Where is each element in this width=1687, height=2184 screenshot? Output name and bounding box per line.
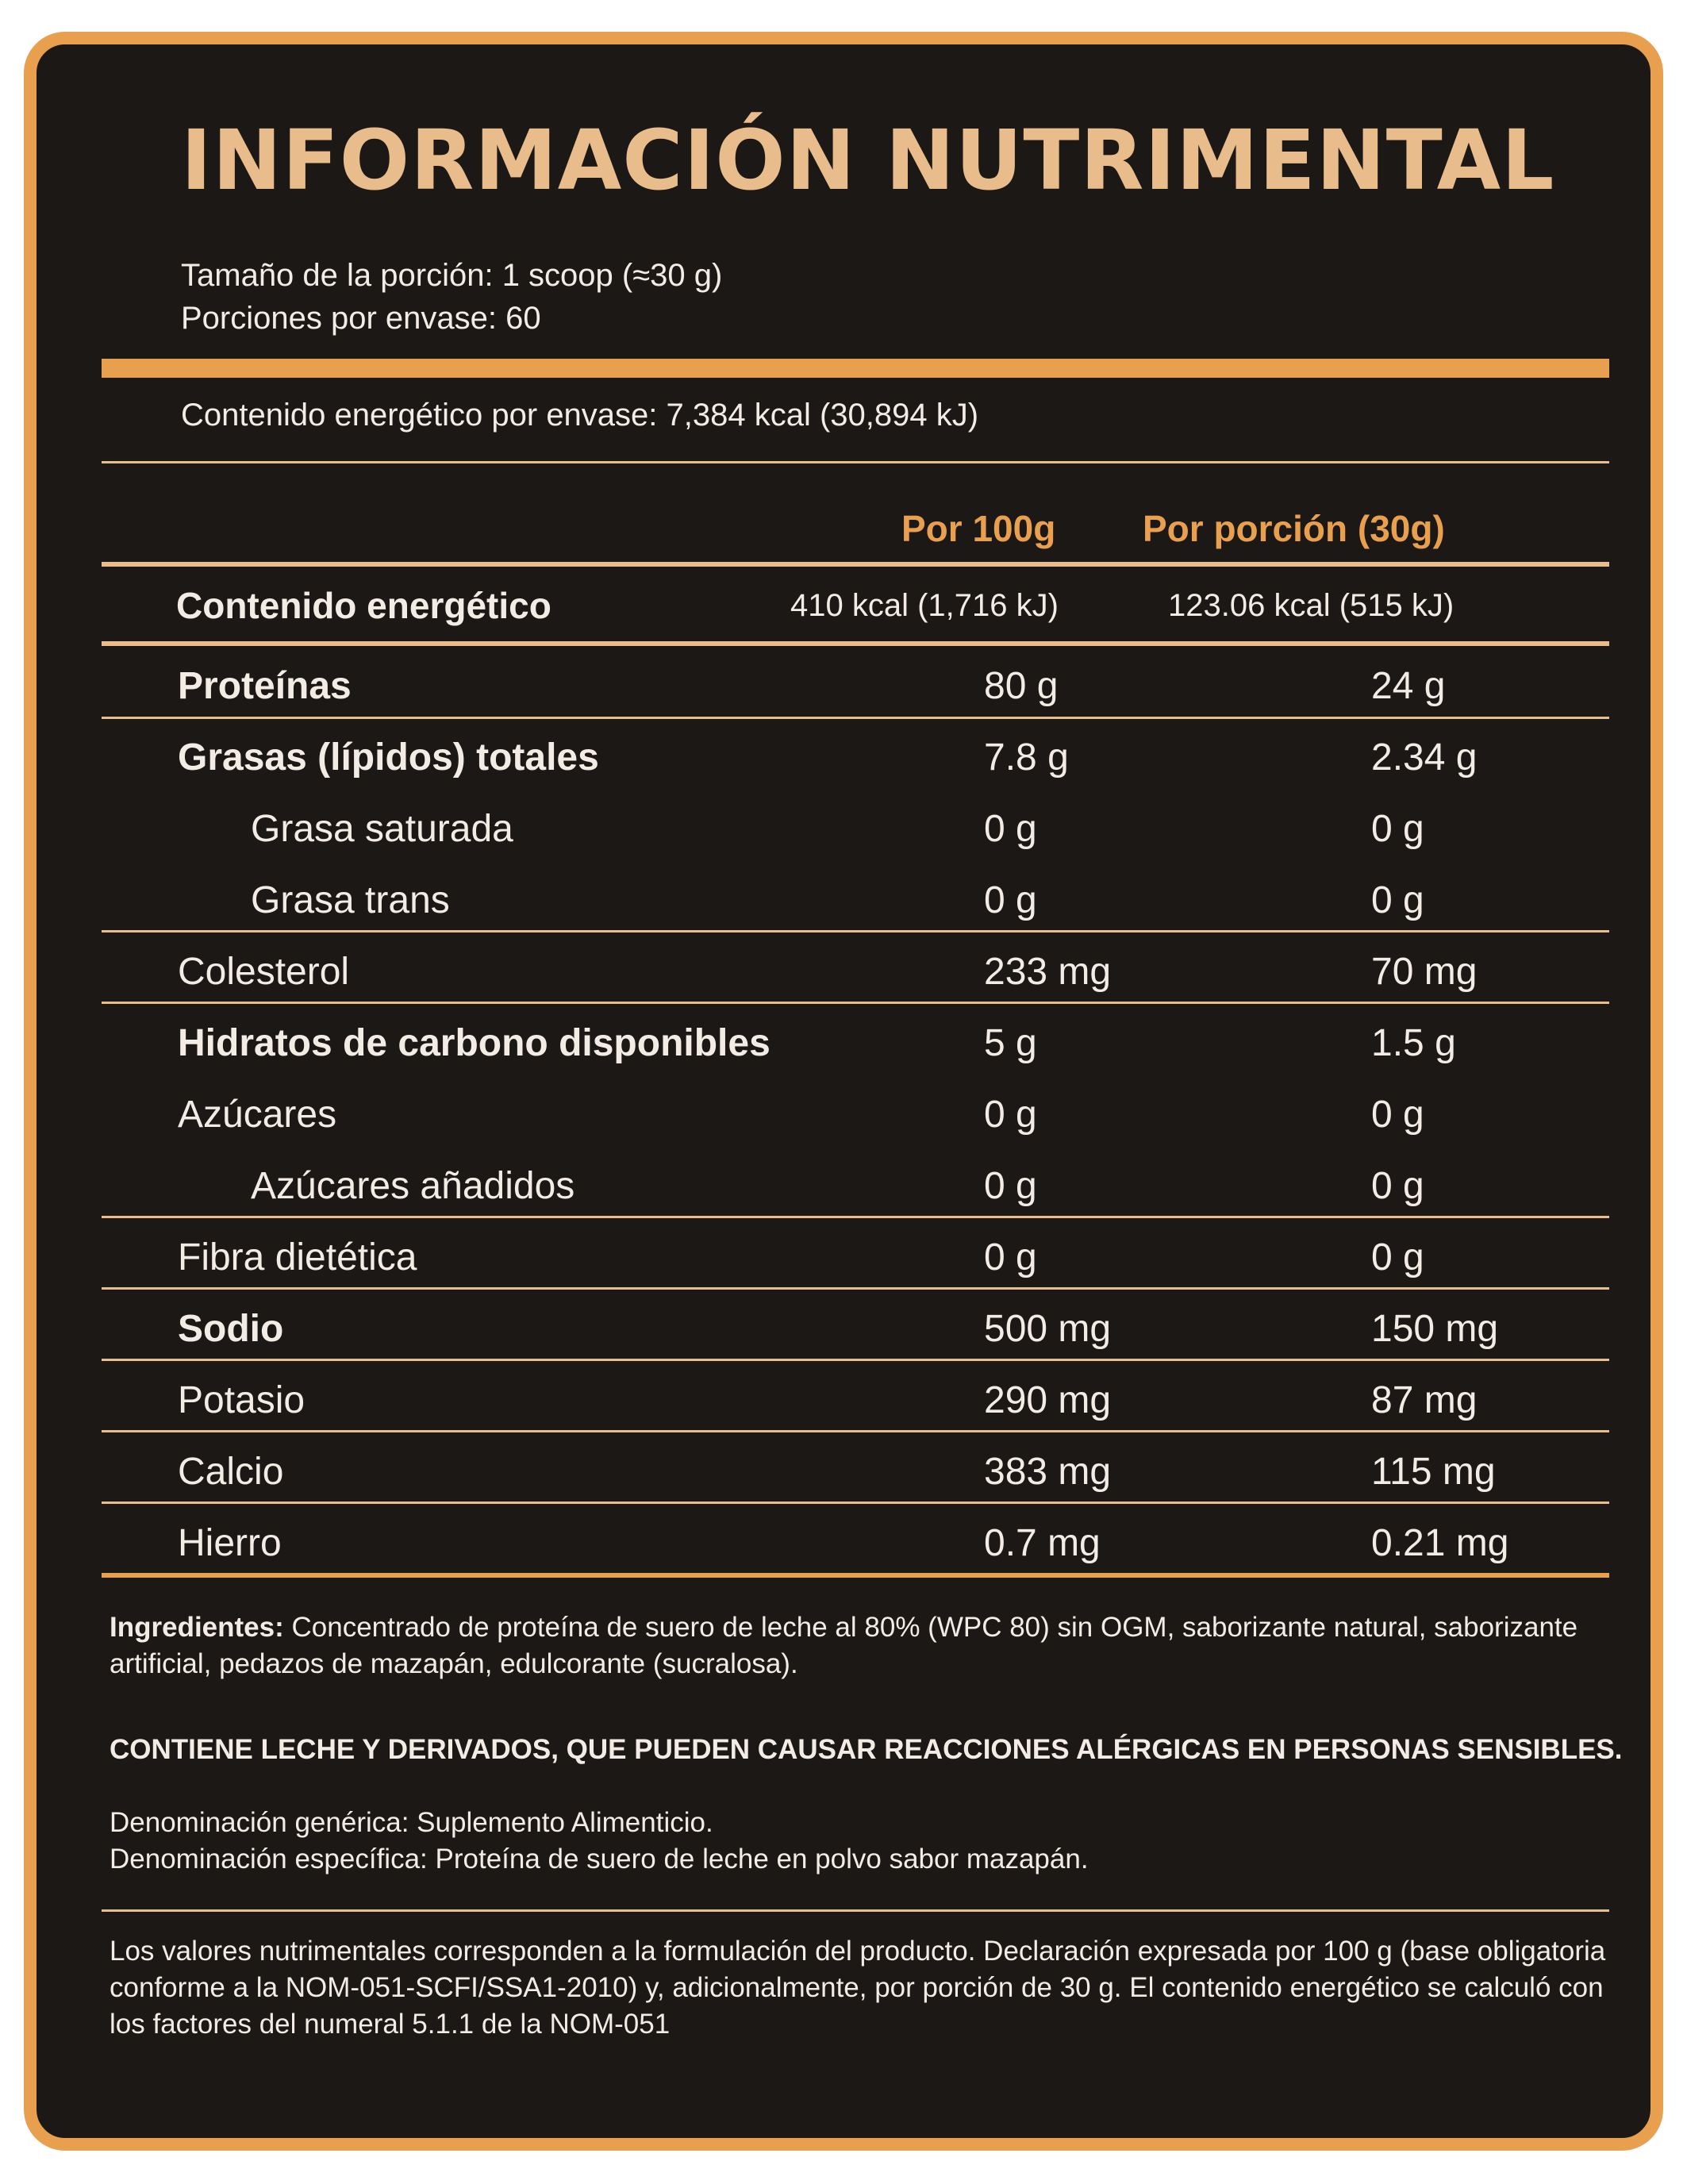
- ingredients-text: Concentrado de proteína de suero de leche al 80% (WPC 80) sin OGM, saborizante natural, saborizante artificial, pedazos de mazapán, edulcorante (sucralosa).: [110, 1612, 1578, 1679]
- value-per-serving: 2.34 g: [1371, 736, 1478, 779]
- value-per-serving: 70 mg: [1371, 951, 1478, 993]
- table-row: [37, 794, 1676, 865]
- value-per-serving: 0 g: [1371, 808, 1424, 850]
- value-per-serving: 87 mg: [1371, 1379, 1478, 1421]
- divider: [102, 1216, 1609, 1218]
- divider-header: [102, 562, 1609, 567]
- table-row: [37, 865, 1676, 936]
- value-per-serving: 0 g: [1371, 879, 1424, 921]
- table-row: [37, 722, 1676, 794]
- value-per-serving: 115 mg: [1371, 1451, 1496, 1493]
- divider-bottom: [102, 1573, 1609, 1578]
- nutrient-label: Azúcares: [178, 1094, 337, 1136]
- value-per-serving: 0 g: [1371, 1236, 1424, 1278]
- nutrient-label: Proteínas: [178, 665, 352, 707]
- value-per-100g: 5 g: [984, 1022, 1037, 1064]
- table-row: [37, 1436, 1676, 1508]
- divider: [102, 930, 1609, 932]
- column-header-per-100g: Por 100g: [901, 508, 1056, 549]
- generic-name: Denominación genérica: Suplemento Alimenticio.: [110, 1807, 713, 1838]
- value-per-serving: 0.21 mg: [1371, 1522, 1509, 1564]
- servings-per-container: Porciones por envase: 60: [181, 301, 541, 336]
- value-per-serving: 123.06 kcal (515 kJ): [1168, 588, 1455, 623]
- label-title: INFORMACIÓN NUTRIMENTAL: [181, 112, 1555, 209]
- ingredients-label: Ingredientes:: [110, 1612, 284, 1643]
- divider: [102, 1287, 1609, 1290]
- nutrient-label: Azúcares añadidos: [251, 1165, 575, 1207]
- table-row-energy: [37, 570, 1676, 641]
- column-header-per-serving: Por porción (30g): [1143, 508, 1445, 549]
- nutrient-label: Sodio: [178, 1308, 284, 1350]
- value-per-100g: 0 g: [984, 879, 1037, 921]
- divider: [102, 1430, 1609, 1432]
- value-per-serving: 24 g: [1371, 665, 1446, 707]
- value-per-100g: 0 g: [984, 1094, 1037, 1136]
- nutrient-label: Calcio: [178, 1451, 284, 1493]
- value-per-serving: 0 g: [1371, 1094, 1424, 1136]
- allergen-warning: CONTIENE LECHE Y DERIVADOS, QUE PUEDEN CAUSAR REACCIONES ALÉRGICAS EN PERSONAS SENSIBLES.: [110, 1734, 1623, 1765]
- value-per-100g: 80 g: [984, 665, 1059, 707]
- divider-thick: [102, 359, 1609, 378]
- nutrient-label: Grasa trans: [251, 879, 450, 921]
- nutrient-label: Potasio: [178, 1379, 306, 1421]
- table-row: [37, 936, 1676, 1008]
- divider: [102, 1002, 1609, 1004]
- divider: [102, 717, 1609, 719]
- value-per-100g: 0 g: [984, 808, 1037, 850]
- nutrient-label: Hierro: [178, 1522, 282, 1564]
- value-per-serving: 1.5 g: [1371, 1022, 1456, 1064]
- value-per-100g: 7.8 g: [984, 736, 1069, 779]
- energy-per-container: Contenido energético por envase: 7,384 kcal (30,894 kJ): [181, 398, 979, 433]
- table-row: [37, 1079, 1676, 1151]
- value-per-100g: 233 mg: [984, 951, 1112, 993]
- value-per-100g: 290 mg: [984, 1379, 1112, 1421]
- value-per-serving: 150 mg: [1371, 1308, 1499, 1350]
- table-row: [37, 1151, 1676, 1222]
- nutrient-label: Contenido energético: [176, 585, 551, 626]
- value-per-serving: 0 g: [1371, 1165, 1424, 1207]
- nutrient-label: Fibra dietética: [178, 1236, 417, 1278]
- nutrition-label: [24, 32, 1663, 2151]
- value-per-100g: 383 mg: [984, 1451, 1112, 1493]
- value-per-100g: 0 g: [984, 1236, 1037, 1278]
- footnote: Los valores nutrimentales corresponden a la formulación del producto. Declaración expresada por 100 g (base obligatoria conforme a la NOM-051-SCFI/SSA1-2010) y, adicionalmente, por porción de 30 g. El contenido energético se calculó con los factores del numeral 5.1.1 de la NOM-051: [110, 1936, 1606, 2040]
- nutrient-label: Grasa saturada: [251, 808, 513, 850]
- serving-size: Tamaño de la porción: 1 scoop (≈30 g): [181, 258, 723, 293]
- table-row: [37, 1294, 1676, 1365]
- divider-energy: [102, 641, 1609, 646]
- value-per-100g: 410 kcal (1,716 kJ): [790, 588, 1059, 623]
- value-per-100g: 500 mg: [984, 1308, 1112, 1350]
- divider: [102, 461, 1609, 463]
- table-row: [37, 651, 1676, 722]
- nutrient-label: Hidratos de carbono disponibles: [178, 1022, 770, 1064]
- specific-name: Denominación específica: Proteína de suero de leche en polvo sabor mazapán.: [110, 1844, 1089, 1874]
- table-row: [37, 1365, 1676, 1436]
- value-per-100g: 0.7 mg: [984, 1522, 1101, 1564]
- nutrient-label: Colesterol: [178, 951, 350, 993]
- divider: [102, 1909, 1609, 1912]
- table-row: [37, 1008, 1676, 1079]
- ingredients: [110, 1609, 1617, 1682]
- table-row: [37, 1222, 1676, 1294]
- value-per-100g: 0 g: [984, 1165, 1037, 1207]
- table-row: [37, 1508, 1676, 1579]
- divider: [102, 1502, 1609, 1504]
- divider: [102, 1359, 1609, 1361]
- nutrient-label: Grasas (lípidos) totales: [178, 736, 599, 779]
